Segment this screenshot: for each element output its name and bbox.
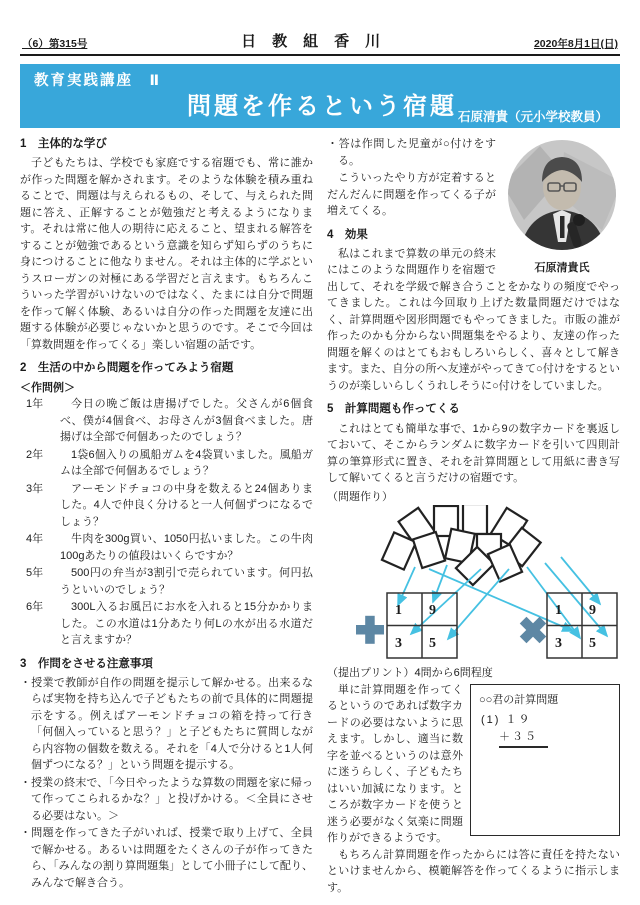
section-3-heading: 3 作問をさせる注意事項 <box>20 657 153 670</box>
photo-caption: 石原清貴氏 <box>534 261 590 274</box>
example-grade4 <box>26 531 313 564</box>
article-title: 問題を作るという宿題 <box>187 93 457 120</box>
svg-text:5: 5 <box>588 636 596 651</box>
left-column <box>20 136 313 896</box>
section-5-paragraph-2: 単に計算問題を作ってくるというのであれば数字カードの必要はないように思えます。しかし、適当に数字を並べるというのは意外に迷うらしく、子どもたちはいい加減になります。ところが数字カードを使うと迷う必要がなく気楽に問題作りができるようです。 <box>327 683 463 844</box>
example-text: 300L入るお風呂にお水を入れると15分かかりました。この水道は1分あたり何Lの水が出る水道だと言えますか？ <box>60 601 313 646</box>
page-header <box>20 30 620 56</box>
example-text: 牛肉を300g買い、1050円払いました。この牛肉100gあたりの値段はいくらですか？ <box>60 533 313 562</box>
example-grade3 <box>26 481 313 531</box>
example-text: 今日の晩ご飯は唐揚げでした。父さんが6個食べ、僕が4個食べ、お母さんが3個食べました。唐揚げは全部で何個あったのでしょう？ <box>60 398 313 443</box>
grade-label: 6年 <box>26 601 44 613</box>
title-banner <box>20 64 620 128</box>
card-pile <box>381 505 540 585</box>
note-item-3: ・問題を作ってきた子がいれば、授業で取り上げて、全員で解かせる。あるいは問題をたくさんの子が作ってきたら、「みんなの割り算問題集」として小冊子にして配り、みんなで解き合う。 <box>20 827 313 889</box>
diagram-label: （問題作り） <box>327 490 393 503</box>
note-item-1: ・授業で教師が自作の問題を提示して解かせる。出来るならば実物を持ち込んで子どもたちの前で具体的に問題提示をする。例えばアーモンドチョコの箱を持って行き「何個入っていると思う？」と子どもたちに質問しながら内容物の個数を数える。それを「4人で分けると1人何個ずつになる？」という問題を提示する。 <box>20 676 313 772</box>
series-label: 教育実践講座 Ⅱ <box>34 73 162 89</box>
problem-number: (1) <box>481 714 501 726</box>
plus-icon <box>356 616 384 644</box>
example-subheading: ＜作問例＞ <box>20 381 75 394</box>
svg-text:5: 5 <box>428 636 436 651</box>
author-byline: 石原清貴（元小学校教員） <box>457 110 608 124</box>
number-card-diagram <box>329 505 619 665</box>
section-4-heading: 4 効果 <box>327 228 368 241</box>
grade-label: 1年 <box>26 398 44 410</box>
worksheet-section <box>327 682 620 847</box>
svg-text:3: 3 <box>554 636 562 651</box>
worksheet-title: ○○君の計算問題 <box>479 693 559 706</box>
section-1-paragraph: 子どもたちは、学校でも家庭でする宿題でも、常に誰かが作った問題を解かされます。そのような体験を積み重ねることで、問題は与えられるもの、そして、与えられた問題に答え、正解することが勉強だと考えるようになります。それは常に他人の期待に応えること、望まれる解答をすることが勉強であるという意識を知らず知らずのうちに身につけることに他なりません。それは主体的に学ぶというスローガンの対極にある学習だと言えます。もちろんこういった学習がいけないのではなく、たまには自分で問題を作って解く体験、あるいは自分の作った問題を友達に出題する体験が必要じゃないかと思うのです。そこで今回は「算数問題を作ってくる」楽しい宿題の話です。 <box>20 157 313 351</box>
example-grade6 <box>26 599 313 649</box>
note-item-4: ・答は作問した児童が○付けをする。 <box>327 138 496 167</box>
example-text: 1袋6個入りの風船ガムを4袋買いました。風船ガムは全部で何個あるでしょう？ <box>60 448 313 477</box>
grade-label: 5年 <box>26 567 44 579</box>
section-4-paragraph: 私はこれまで算数の単元の終末にはこのような問題作りを宿題で出して、それを学級で解き合うことをかなりの頻度でやってきました。これは今回取り上げた数量問題だけではなく、計算問題や図形問題でもやってきました。市販の誰が作ったのかも分からない問題集をやるより、友達の作った問題を解くのはとてもおもしろいらしく、喜々として解きます。また、自分の所へ友達がやってきて○付けをするというのが楽しいらしくうれしそうに○付けをしていました。 <box>327 247 620 392</box>
example-grade1 <box>26 396 313 446</box>
right-column <box>327 136 620 896</box>
svg-text:3: 3 <box>394 636 402 651</box>
two-column-body <box>20 136 620 896</box>
example-grade2 <box>26 447 313 480</box>
svg-text:1: 1 <box>394 603 402 618</box>
worksheet-sample-box <box>470 684 620 836</box>
example-grade5 <box>26 565 313 598</box>
addend-top: １９ <box>505 714 532 726</box>
grade-label: 3年 <box>26 482 44 495</box>
intro-paragraph: こういったやり方が定着するとだんだんに問題を作ってくる子が増えてくる。 <box>327 172 496 217</box>
publication-date: 2020年8月1日(日) <box>533 38 618 50</box>
grade-label: 4年 <box>26 533 44 545</box>
grade-label: 2年 <box>26 448 44 461</box>
masthead-title: 日教組香川 <box>241 33 397 50</box>
section-5-paragraph: これはとても簡単な事で、1から9の数字カードを裏返しておいて、そこからランダムに数字カードを引いて四則計算の筆算形式に置き、それを計算問題として用紙に書き写して解いてくると言うだけの宿題です。 <box>327 422 620 484</box>
note-item-2: ・授業の終末で、「今日やったような算数の問題を家に帰って作ってこられるかな？」と投げかける。＜全員にさせる必要はない。＞ <box>20 776 313 822</box>
example-text: 500円の弁当が3割引で売られています。何円払うといいのでしょう？ <box>60 567 313 596</box>
speaker-photo-block <box>504 138 620 276</box>
svg-text:9: 9 <box>588 603 596 618</box>
example-text: アーモンドチョコの中身を数えると24個ありました。4人で仲良く分けると一人何個ずつになるでしょう？ <box>60 482 313 528</box>
print-label: （提出プリント）4問から6問程度 <box>327 667 493 679</box>
addend-bottom: ＋３５ <box>499 729 548 749</box>
section-2-heading: 2 生活の中から問題を作ってみよう宿題 <box>20 362 234 375</box>
svg-text:1: 1 <box>554 603 562 618</box>
section-1-heading: 1 主体的な学び <box>20 138 107 150</box>
speaker-photo <box>506 138 618 252</box>
section-5-paragraph-3: もちろん計算問題を作ったからには答に責任を持たないといけませんから、模範解答を作ってくるように指示します。 <box>327 848 620 894</box>
section-5-heading: 5 計算問題も作ってくる <box>327 403 460 416</box>
svg-text:9: 9 <box>428 603 436 618</box>
issue-number: （6）第315号 <box>22 38 88 50</box>
